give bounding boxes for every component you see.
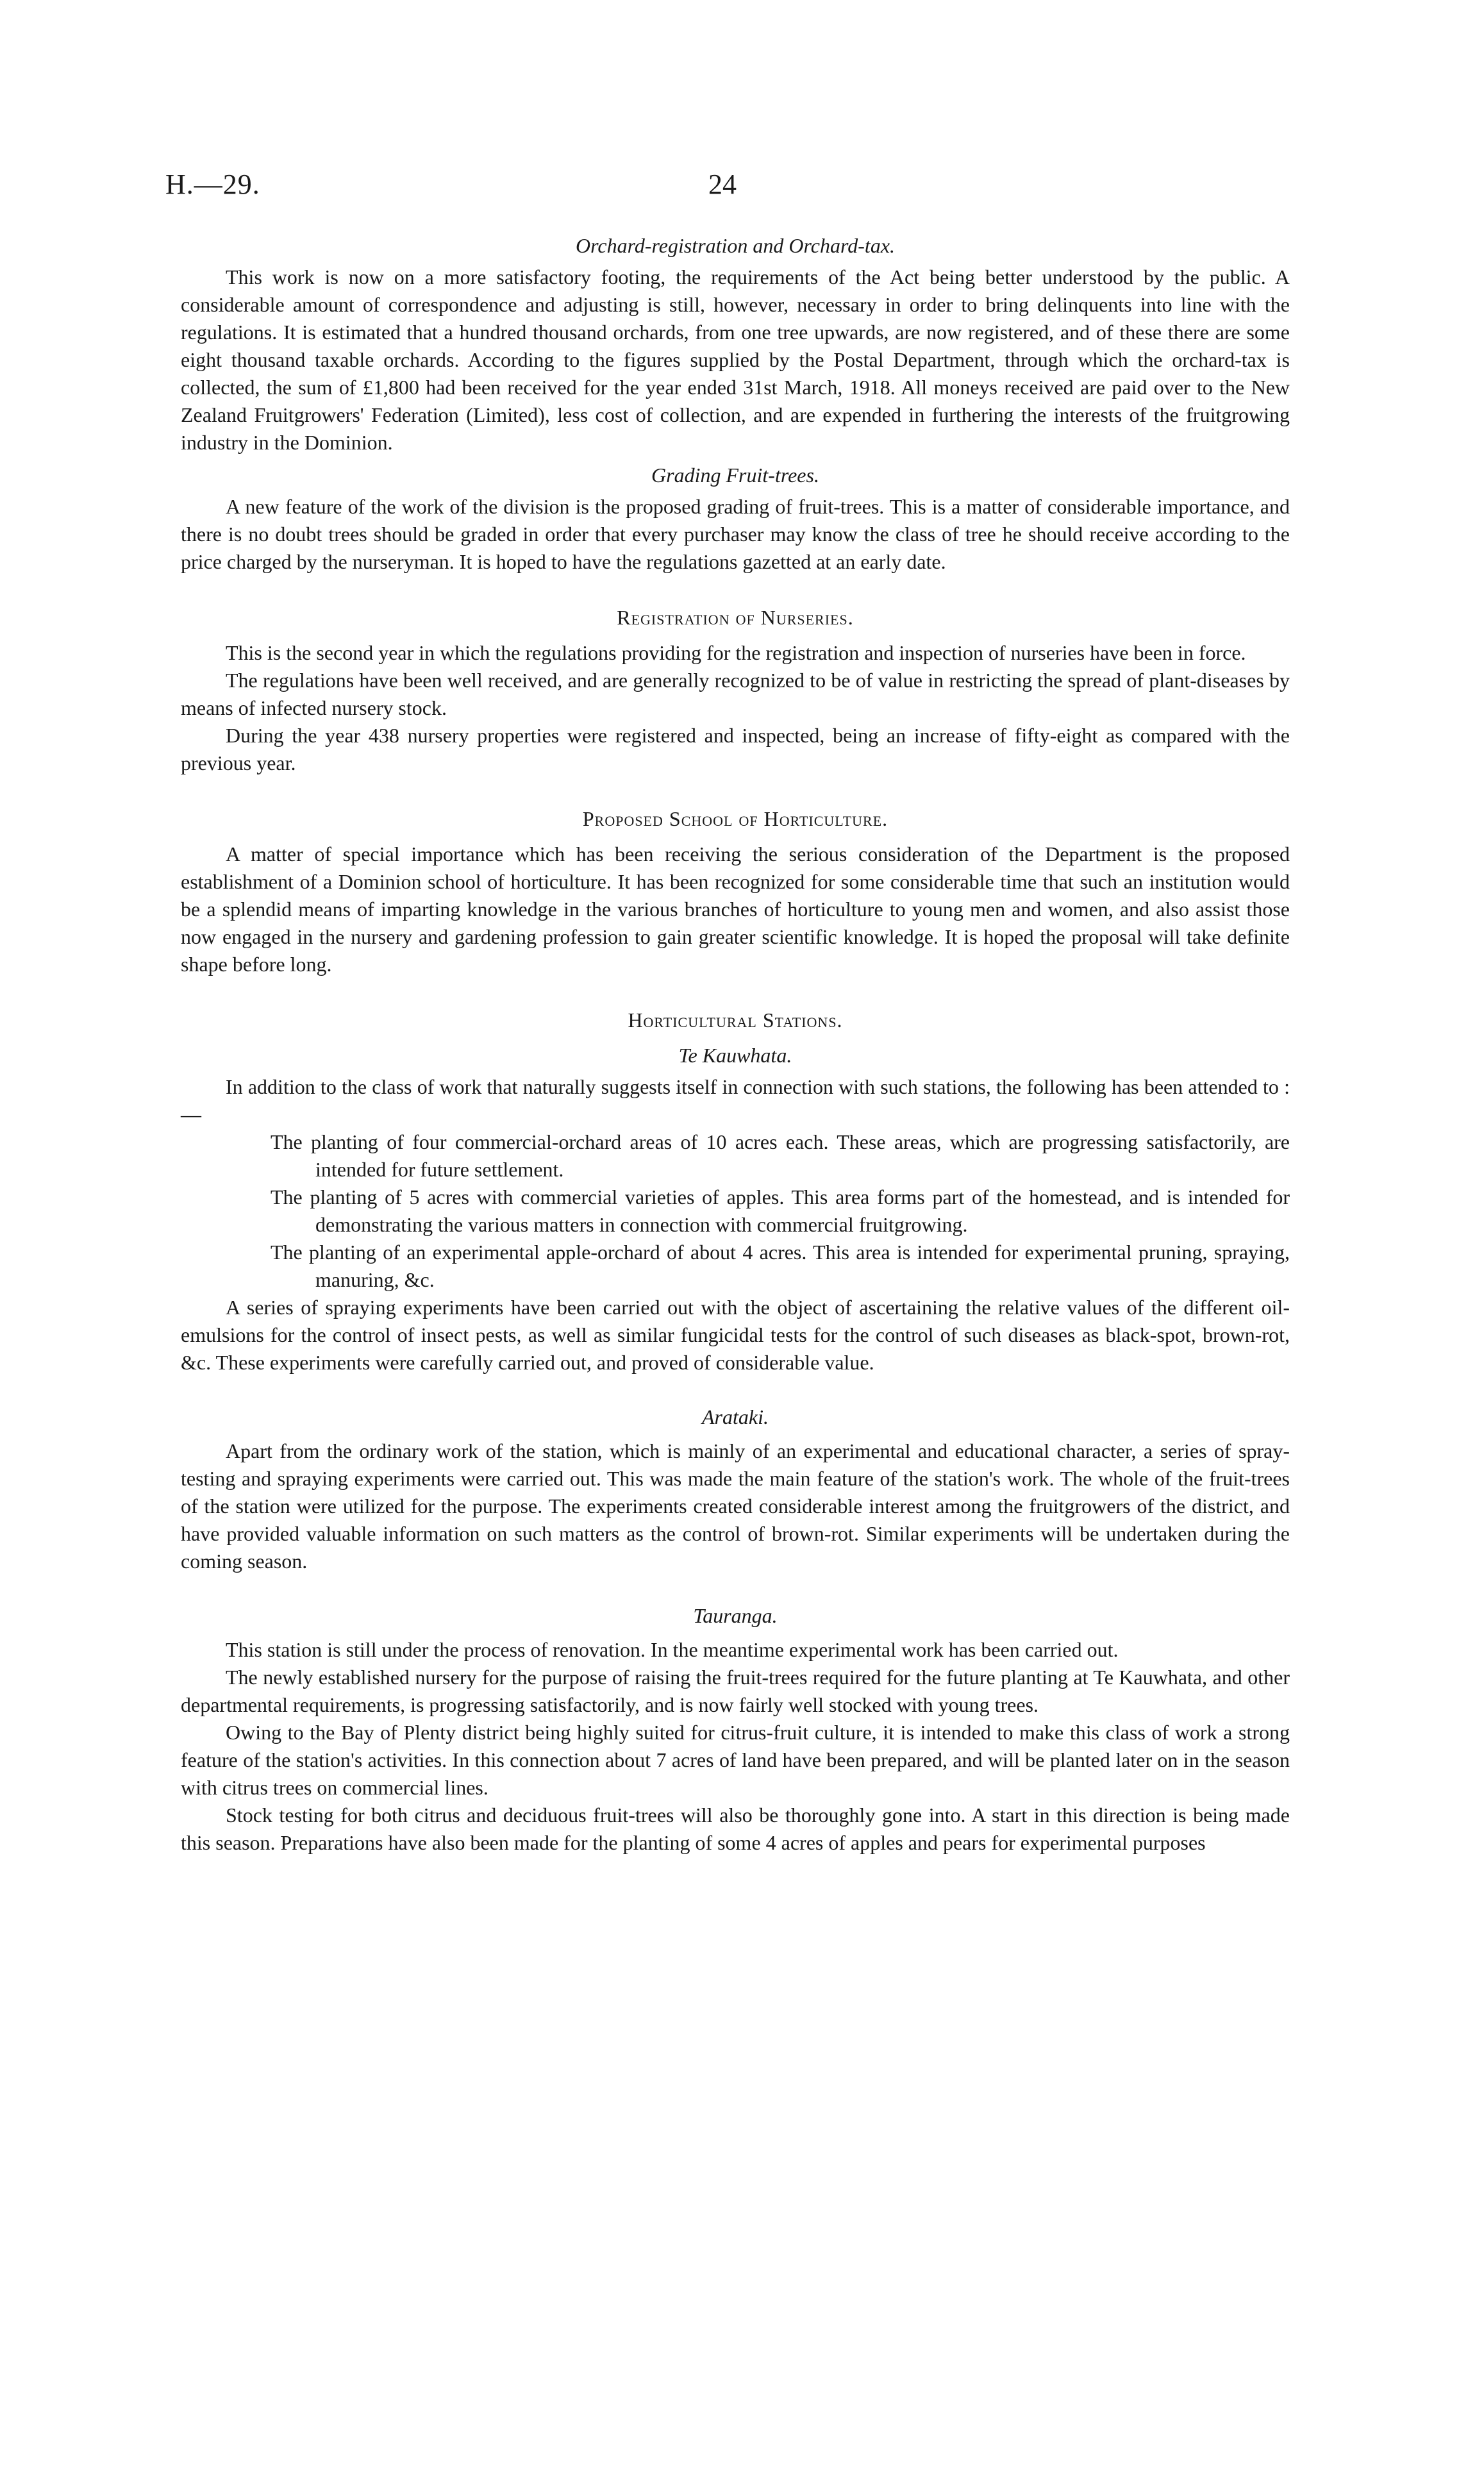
report-reference: H.—29. bbox=[165, 169, 260, 200]
heading-proposed-school: Proposed School of Horticulture. bbox=[582, 807, 888, 830]
list-item-te-kauwhata-1: The planting of four commercial-orchard areas of 10 acres each. These areas, which are progressing satisfactorily, are intended for future settlement. bbox=[271, 1130, 1290, 1181]
page-number: 24 bbox=[708, 169, 737, 200]
paragraph-orchard-registration: This work is now on a more satisfactory footing, the requirements of the Act being better understood by the public. A considerable amount of correspondence and adjusting is still, however, necessary in order to bring delinquents into line with the regulations. It is estimated that a hundred thousand orchards, from one tree upwards, are now registered, and of these there are some eight thousand taxable orchards. According to the figures supplied by the Postal Department, through which the orchard-tax is collected, the sum of £1,800 had been received for the year ended 31st March, 1918. All moneys received are paid over to the New Zealand Fruitgrowers' Federation (Limited), less cost of collection, and are expended in furthering the interests of the fruitgrowing industry in the Dominion. bbox=[181, 265, 1290, 454]
heading-horticultural-stations: Horticultural Stations. bbox=[628, 1008, 843, 1032]
heading-orchard-registration: Orchard-registration and Orchard-tax. bbox=[575, 234, 896, 257]
heading-arataki: Arataki. bbox=[702, 1405, 769, 1428]
heading-te-kauwhata: Te Kauwhata. bbox=[678, 1044, 792, 1067]
paragraph-tauranga-1: This station is still under the process of renovation. In the meantime experimental work has been carried out. bbox=[226, 1638, 1119, 1661]
document-body bbox=[181, 232, 1290, 1857]
heading-tauranga: Tauranga. bbox=[693, 1604, 778, 1627]
heading-registration-of-nurseries: Registration of Nurseries. bbox=[617, 606, 854, 629]
paragraph-tauranga-4: Stock testing for both citrus and deciduous fruit-trees will also be thoroughly gone into. A start in this direction is being made this season. Preparations have also been made for the planting of some 4 acres of apples and pears for experimental purposes bbox=[181, 1803, 1290, 1854]
heading-grading-fruit-trees: Grading Fruit-trees. bbox=[651, 464, 819, 487]
paragraph-te-kauwhata-spraying: A series of spraying experiments have been carried out with the object of ascertaining the relative values of the different oil-emulsions for the control of insect pests, as well as similar fungicidal tests for the control of such diseases as black-spot, brown-rot, &c. These experiments were carefully carried out, and proved of considerable value. bbox=[181, 1296, 1290, 1374]
paragraph-grading-fruit-trees: A new feature of the work of the division is the proposed grading of fruit-trees. This is a matter of considerable importance, and there is no doubt trees should be graded in order that every purchaser may know the class of tree he should receive according to the price charged by the nurseryman. It is hoped to have the regulations gazetted at an early date. bbox=[181, 495, 1290, 573]
paragraph-arataki: Apart from the ordinary work of the station, which is mainly of an experimental and educational character, a series of spray-testing and spraying experiments were carried out. This was made the main feature of the station's work. The whole of the fruit-trees of the station were utilized for the purpose. The experiments created considerable interest among the fruitgrowers of the district, and have provided valuable information on such matters as the control of brown-rot. Similar experiments will be undertaken during the coming season. bbox=[181, 1439, 1290, 1573]
paragraph-nurseries-3: During the year 438 nursery properties were registered and inspected, being an increase of fifty-eight as compared with the previous year. bbox=[181, 724, 1290, 774]
paragraph-nurseries-1: This is the second year in which the regulations providing for the registration and inspection of nurseries have been in force. bbox=[226, 641, 1246, 664]
list-item-te-kauwhata-2: The planting of 5 acres with commercial varieties of apples. This area forms part of the homestead, and is intended for demonstrating the various matters in connection with commercial fruitgrowing. bbox=[271, 1185, 1290, 1236]
paragraph-tauranga-3: Owing to the Bay of Plenty district being highly suited for citrus-fruit culture, it is intended to make this class of work a strong feature of the station's activities. In this connection about 7 acres of land have been prepared, and will be planted later on in the season with citrus trees on commercial lines. bbox=[181, 1721, 1290, 1799]
paragraph-te-kauwhata-intro: In addition to the class of work that naturally suggests itself in connection with such stations, the following has been attended to :— bbox=[181, 1075, 1290, 1126]
list-item-te-kauwhata-3: The planting of an experimental apple-orchard of about 4 acres. This area is intended for experimental pruning, spraying, manuring, &c. bbox=[271, 1241, 1290, 1291]
paragraph-nurseries-2: The regulations have been well received, and are generally recognized to be of value in restricting the spread of plant-diseases by means of infected nursery stock. bbox=[181, 669, 1290, 719]
paragraph-school: A matter of special importance which has been receiving the serious consideration of the Department is the proposed establishment of a Dominion school of horticulture. It has been recognized for some considerable time that such an institution would be a splendid means of imparting knowledge in the various branches of horticulture to young men and women, and also assist those now engaged in the nursery and gardening profession to gain greater scientific knowledge. It is hoped the proposal will take definite shape before long. bbox=[181, 842, 1290, 976]
paragraph-tauranga-2: The newly established nursery for the purpose of raising the fruit-trees required for the future planting at Te Kauwhata, and other departmental requirements, is progressing satisfactorily, and is now fairly well stocked with young trees. bbox=[181, 1666, 1290, 1716]
